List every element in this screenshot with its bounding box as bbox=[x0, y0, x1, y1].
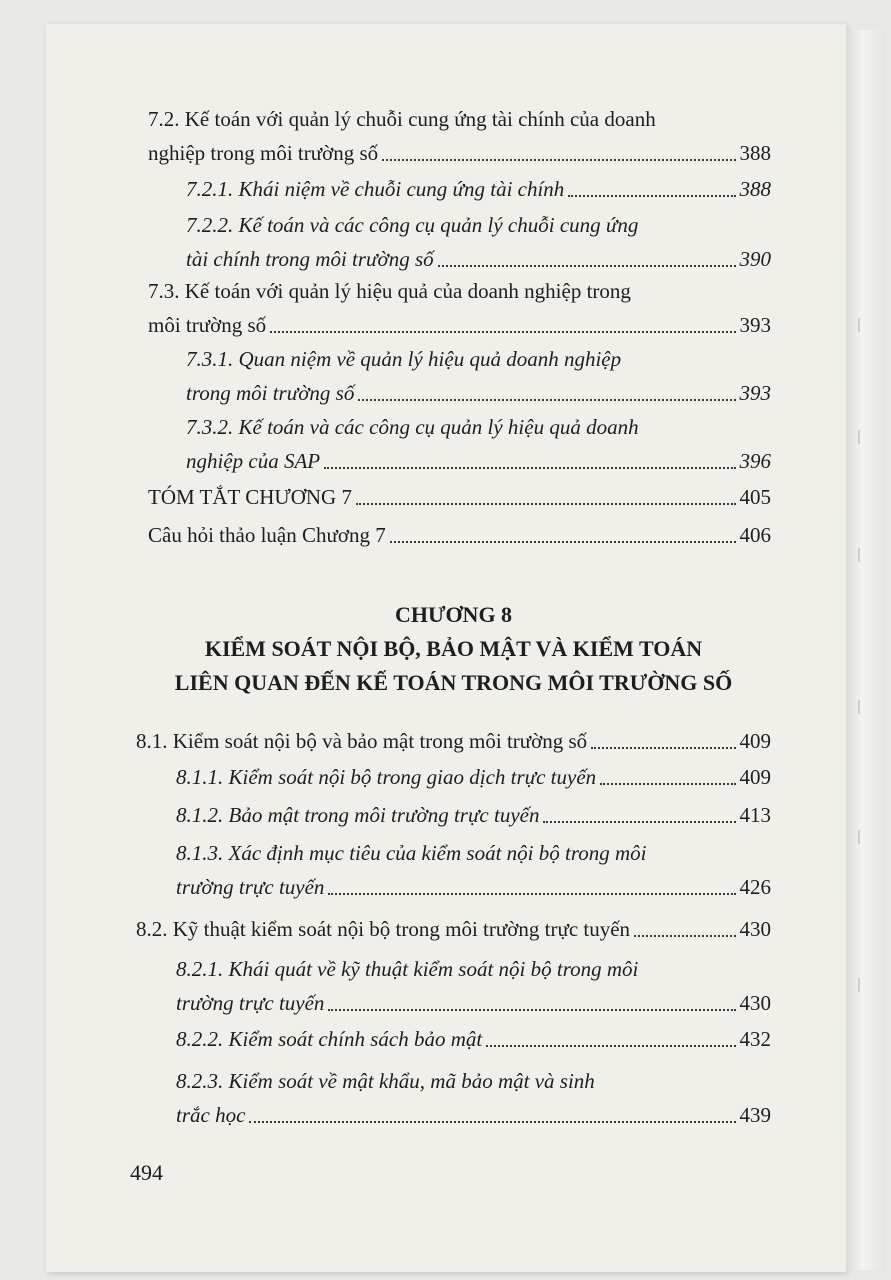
toc-entry-summary-7[interactable] bbox=[148, 480, 771, 514]
toc-entry-text: 8.1.1. Kiểm soát nội bộ trong giao dịch trực tuyến bbox=[176, 765, 597, 789]
toc-entry-7-2-1[interactable] bbox=[186, 172, 771, 206]
toc-entry-7-3-1[interactable] bbox=[186, 342, 771, 410]
toc-entry-text: trắc học bbox=[176, 1103, 246, 1127]
toc-page-number: 430 bbox=[739, 917, 771, 941]
toc-page-number: 409 bbox=[739, 729, 771, 753]
toc-entry-text: TÓM TẮT CHƯƠNG 7 bbox=[148, 485, 352, 509]
dot-leader bbox=[358, 398, 735, 401]
toc-entry-8-1-3[interactable] bbox=[176, 836, 771, 904]
dot-leader bbox=[568, 194, 735, 197]
toc-entry-text: Câu hỏi thảo luận Chương 7 bbox=[148, 523, 386, 547]
toc-entry-text: tài chính trong môi trường số bbox=[186, 247, 434, 271]
page-number: 494 bbox=[130, 1160, 163, 1185]
toc-page-number: 388 bbox=[739, 141, 771, 165]
chapter-title-line: KIỂM SOÁT NỘI BỘ, BẢO MẬT VÀ KIỂM TOÁN bbox=[204, 636, 703, 661]
dot-leader bbox=[591, 746, 735, 749]
dot-leader bbox=[328, 892, 735, 895]
toc-page-number: 432 bbox=[739, 1027, 771, 1051]
toc-entry-text: nghiệp trong môi trường số bbox=[148, 141, 379, 165]
dot-leader bbox=[543, 820, 735, 823]
toc-entry-8-1[interactable] bbox=[136, 724, 771, 758]
toc-entry-text: 7.2.1. Khái niệm về chuỗi cung ứng tài chính bbox=[186, 177, 565, 201]
toc-page-number: 390 bbox=[739, 247, 771, 271]
toc-entry-text: 8.1. Kiểm soát nội bộ và bảo mật trong môi trường số bbox=[136, 729, 588, 753]
toc-page-number: 409 bbox=[739, 765, 771, 789]
toc-entry-7-3[interactable] bbox=[148, 274, 771, 342]
toc-page-number: 393 bbox=[739, 313, 771, 337]
toc-entry-text: 7.2.2. Kế toán và các công cụ quản lý chuỗi cung ứng bbox=[186, 213, 639, 237]
toc-page-number: 393 bbox=[739, 381, 771, 405]
chapter-heading bbox=[136, 598, 771, 700]
binding-stitch bbox=[858, 318, 860, 332]
toc-entry-7-3-2[interactable] bbox=[186, 410, 771, 478]
dot-leader bbox=[270, 330, 735, 333]
toc-entry-text: 7.3. Kế toán với quản lý hiệu quả của doanh nghiệp trong bbox=[148, 279, 631, 303]
toc-entry-questions-7[interactable] bbox=[148, 518, 771, 552]
toc-entry-text: 8.2.1. Khái quát về kỹ thuật kiểm soát nội bộ trong môi bbox=[176, 957, 639, 981]
dot-leader bbox=[328, 1008, 735, 1011]
toc-entry-8-2-3[interactable] bbox=[176, 1064, 771, 1132]
chapter-title-line: LIÊN QUAN ĐẾN KẾ TOÁN TRONG MÔI TRƯỜNG SỐ bbox=[174, 670, 733, 695]
toc-entry-text: nghiệp của SAP bbox=[186, 449, 321, 473]
toc-entry-8-2-2[interactable] bbox=[176, 1022, 771, 1056]
toc-page-number: 430 bbox=[739, 991, 771, 1015]
toc-entry-text: 8.2.3. Kiểm soát về mật khẩu, mã bảo mật và sinh bbox=[176, 1069, 595, 1093]
binding-stitch bbox=[858, 700, 860, 714]
toc-entry-text: 7.3.1. Quan niệm về quản lý hiệu quả doanh nghiệp bbox=[186, 347, 622, 371]
dot-leader bbox=[324, 466, 735, 469]
toc-page-number: 405 bbox=[739, 485, 771, 509]
toc-entry-text: trong môi trường số bbox=[186, 381, 355, 405]
dot-leader bbox=[382, 158, 735, 161]
toc-page-number: 406 bbox=[739, 523, 771, 547]
page-edge bbox=[846, 30, 886, 1270]
dot-leader bbox=[390, 540, 736, 543]
binding-stitch bbox=[858, 430, 860, 444]
toc-entry-7-2-2[interactable] bbox=[186, 208, 771, 276]
dot-leader bbox=[356, 502, 736, 505]
dot-leader bbox=[486, 1044, 735, 1047]
toc-entry-text: môi trường số bbox=[148, 313, 267, 337]
toc-entry-text: 7.2. Kế toán với quản lý chuỗi cung ứng tài chính của doanh bbox=[148, 107, 656, 131]
toc-entry-7-2[interactable] bbox=[148, 102, 771, 170]
toc-entry-8-1-1[interactable] bbox=[176, 760, 771, 794]
binding-stitch bbox=[858, 830, 860, 844]
chapter-label: CHƯƠNG 8 bbox=[394, 602, 513, 627]
toc-entry-text: 8.1.3. Xác định mục tiêu của kiểm soát nội bộ trong môi bbox=[176, 841, 647, 865]
toc-entry-8-2-1[interactable] bbox=[176, 952, 771, 1020]
toc-entry-text: 8.2. Kỹ thuật kiểm soát nội bộ trong môi trường trực tuyến bbox=[136, 917, 631, 941]
dot-leader bbox=[249, 1120, 735, 1123]
toc-page-number: 426 bbox=[739, 875, 771, 899]
dot-leader bbox=[600, 782, 735, 785]
toc-entry-text: 8.1.2. Bảo mật trong môi trường trực tuyến bbox=[176, 803, 540, 827]
toc-page-number: 396 bbox=[739, 449, 771, 473]
dot-leader bbox=[634, 934, 735, 937]
toc-entry-8-1-2[interactable] bbox=[176, 798, 771, 832]
toc-page-number: 413 bbox=[739, 803, 771, 827]
toc-page-number: 439 bbox=[739, 1103, 771, 1127]
binding-stitch bbox=[858, 978, 860, 992]
toc-page-number: 388 bbox=[739, 177, 771, 201]
toc-entry-text: trường trực tuyến bbox=[176, 875, 325, 899]
binding-stitch bbox=[858, 548, 860, 562]
toc-entry-text: 8.2.2. Kiểm soát chính sách bảo mật bbox=[176, 1027, 483, 1051]
toc-entry-text: trường trực tuyến bbox=[176, 991, 325, 1015]
dot-leader bbox=[438, 264, 736, 267]
toc-entry-8-2[interactable] bbox=[136, 912, 771, 946]
toc-entry-text: 7.3.2. Kế toán và các công cụ quản lý hiệu quả doanh bbox=[186, 415, 639, 439]
